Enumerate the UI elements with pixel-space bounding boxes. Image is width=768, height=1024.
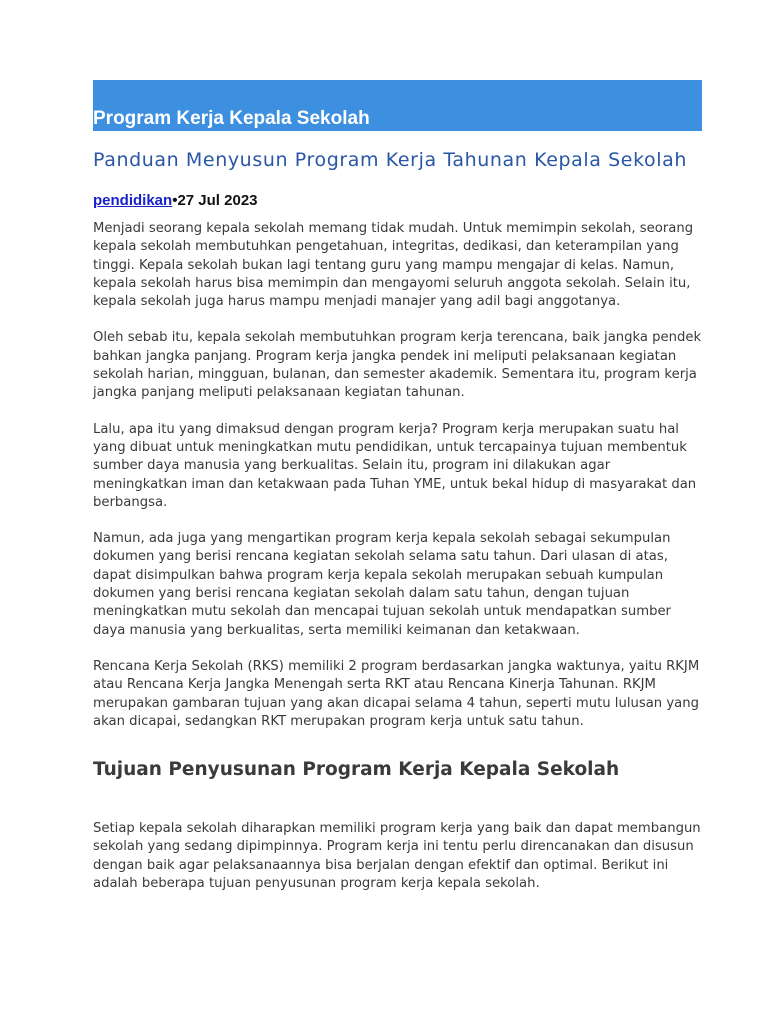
article-paragraph: Oleh sebab itu, kepala sekolah membutuhkan program kerja terencana, baik jangka pendek bahkan jangka panjang. Program kerja jangka pendek ini meliputi pelaksanaan kegiatan sekolah harian, mingguan, bulanan, dan semester akademik. Sementara itu, program kerja jangka panjang meliputi pelaksanaan kegiatan tahunan.: [93, 330, 702, 401]
section-paragraph: Setiap kepala sekolah diharapkan memiliki program kerja yang baik dan dapat membangun sekolah yang sedang dipimpinnya. Program kerja ini tentu perlu direncanakan dan disusun dengan baik agar pelaksanaannya bisa berjalan dengan efektif dan optimal. Berikut ini adalah beberapa tujuan penyusunan program kerja kepala sekolah.: [93, 821, 701, 892]
article-title: Panduan Menyusun Program Kerja Tahunan Kepala Sekolah: [93, 149, 688, 171]
article-paragraph: Menjadi seorang kepala sekolah memang tidak mudah. Untuk memimpin sekolah, seorang kepala sekolah membutuhkan pengetahuan, integritas, dedikasi, dan keterampilan yang tinggi. Kepala sekolah bukan lagi tentang guru yang mampu mengajar di kelas. Namun, kepala sekolah harus bisa memimpin dan mengayomi seluruh anggota sekolah. Selain itu, kepala sekolah juga harus mampu menjadi manajer yang adil bagi anggotanya.: [93, 221, 694, 310]
title-banner: [93, 80, 702, 131]
article-paragraph: Lalu, apa itu yang dimaksud dengan program kerja? Program kerja merupakan suatu hal yang dibuat untuk meningkatkan mutu pendidikan, untuk tercapainya tujuan membentuk sumber daya manusia yang berkualitas. Selain itu, program ini dilakukan agar meningkatkan iman dan ketakwaan pada Tuhan YME, untuk bekal hidup di masyarakat dan berbangsa.: [93, 421, 697, 510]
meta-separator: •: [172, 192, 178, 209]
article-paragraph: Rencana Kerja Sekolah (RKS) memiliki 2 program berdasarkan jangka waktunya, yaitu RKJM atau Rencana Kerja Jangka Menengah serta RKT atau Rencana Kinerja Tahunan. RKJM merupakan gambaran tujuan yang akan dicapai selama 4 tahun, seperti mutu lulusan yang akan dicapai, sedangkan RKT merupakan program kerja untuk satu tahun.: [93, 658, 700, 729]
section-heading: Tujuan Penyusunan Program Kerja Kepala Sekolah: [93, 759, 620, 781]
banner-title: Program Kerja Kepala Sekolah: [93, 108, 370, 129]
document-page: [93, 80, 702, 893]
publish-date: 27 Jul 2023: [177, 192, 258, 209]
category-link[interactable]: pendidikan: [93, 192, 173, 209]
article-meta: [93, 192, 702, 210]
article-paragraph: Namun, ada juga yang mengartikan program kerja kepala sekolah sebagai sekumpulan dokumen yang berisi rencana kegiatan sekolah selama satu tahun. Dari ulasan di atas, dapat disimpulkan bahwa program kerja kepala sekolah merupakan sebuah kumpulan dokumen yang berisi rencana kegiatan sekolah dalam satu tahun, dengan tujuan meningkatkan mutu sekolah dan mencapai tujuan sekolah untuk mendapatkan sumber daya manusia yang berkualitas, serta memiliki keimanan dan ketakwaan.: [93, 531, 671, 638]
